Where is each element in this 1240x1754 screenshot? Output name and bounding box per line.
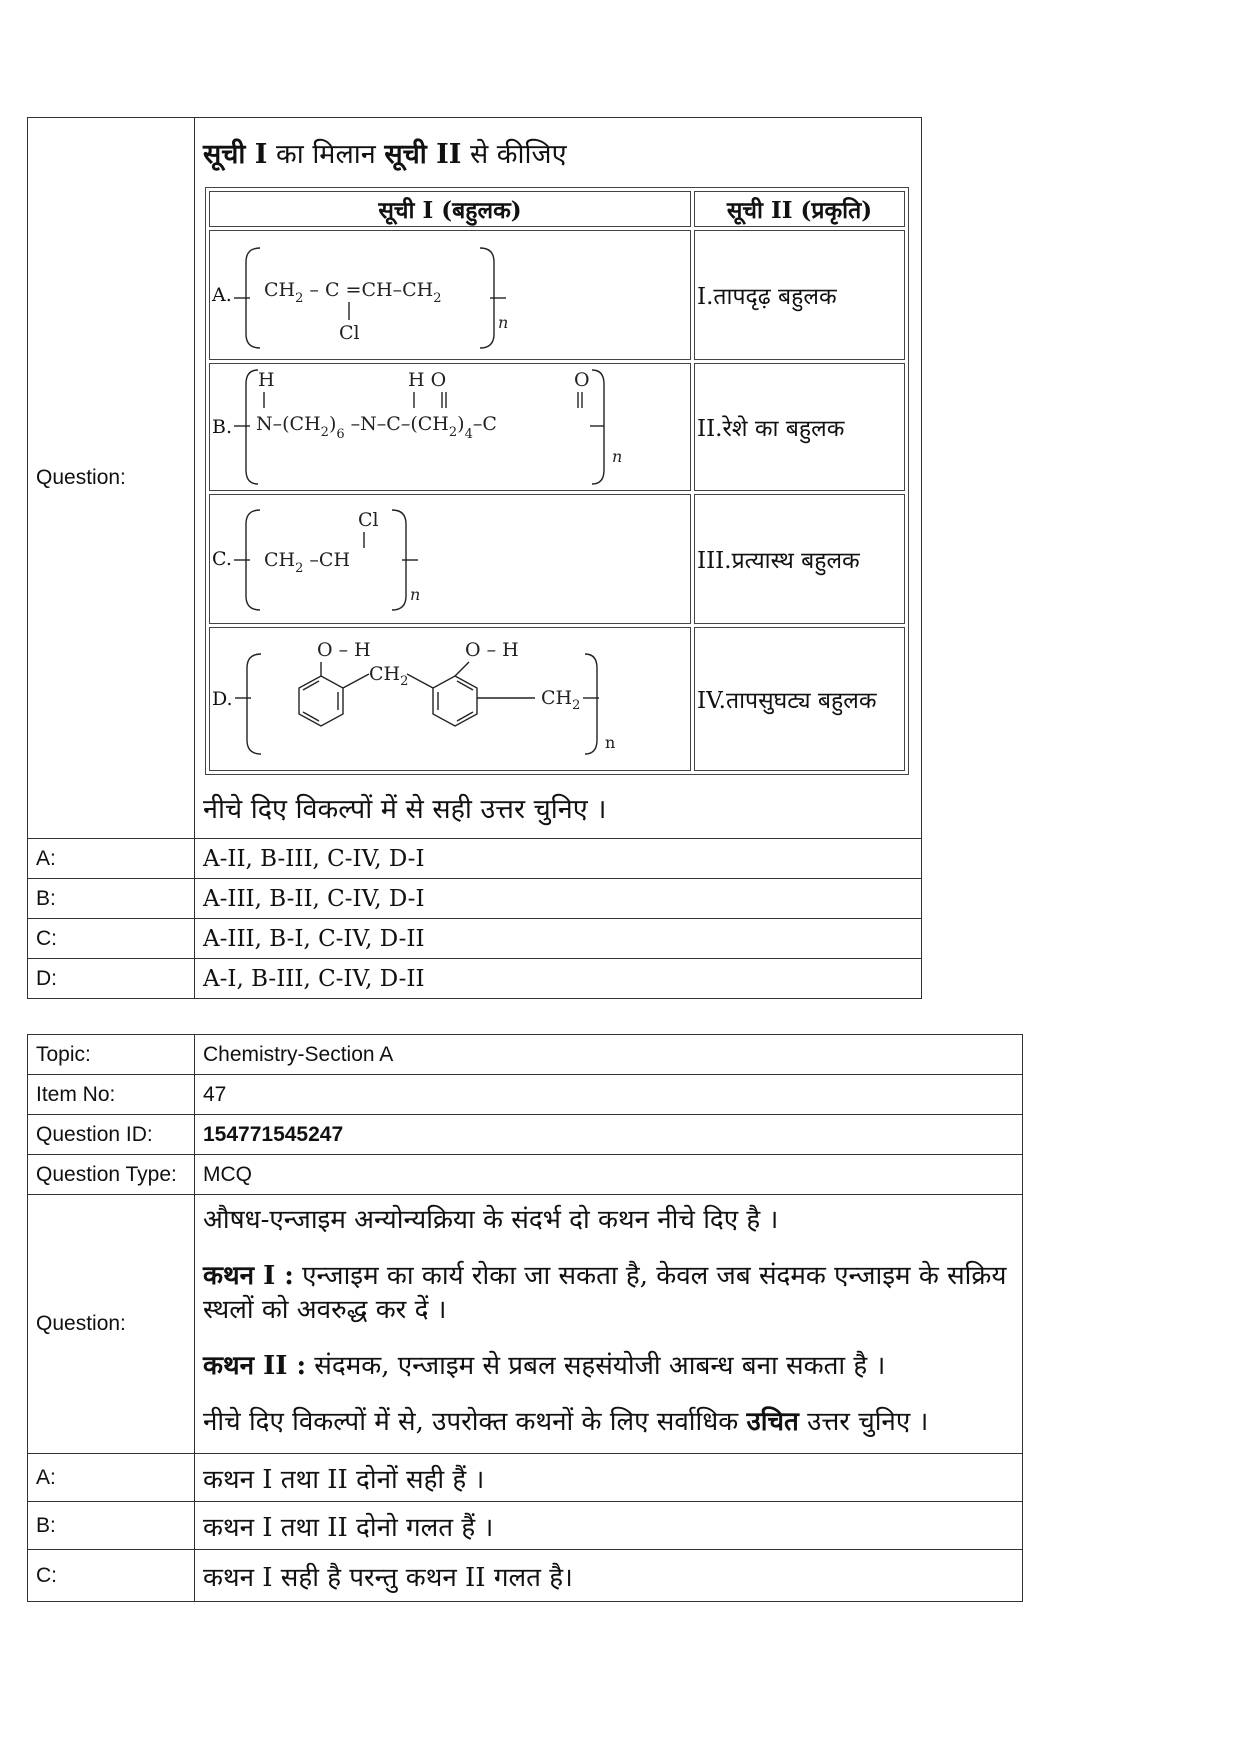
option-a-text: कथन I तथा II दोनों सही हैं । [195,1454,1023,1502]
polymer-a-structure [232,240,532,350]
question-label: Question: [28,1195,195,1454]
svg-text:Cl: Cl [357,509,379,531]
question-1-body [195,118,922,839]
svg-text:CH2: $CH_2$ [368,663,408,689]
svg-text:CH2: $CH_2$ [540,687,580,713]
svg-text:CH2 –CH: $CH_2$ –CH [263,549,350,576]
question-type-value: MCQ [195,1155,1023,1195]
instruction-pre: नीचे दिए विकल्पों में से, उपरोक्त कथनों के लिए सर्वाधिक [203,1407,747,1437]
row-label-c: C. [212,548,232,570]
svg-text:CH2 – C =CH–CH2: $CH_2 - C =CH-CH_2$ [263,279,442,306]
list-2-ref: सूची II [384,139,462,170]
topic-label: Topic: [28,1035,195,1075]
heading-text-end: से कीजिए [461,139,567,170]
statement-1-label: कथन I : [203,1261,294,1291]
question-2-body [195,1195,1023,1454]
question-id-label: Question ID: [28,1115,195,1155]
polymer-cell-a [209,230,691,360]
statement-2-label: कथन II : [203,1351,307,1381]
option-d-text: A-I, B-III, C-IV, D-II [195,959,922,999]
option-label-c: C: [28,919,195,959]
question-1-table [27,117,922,999]
option-label-a: A: [28,839,195,879]
svg-text:O – H: O – H [464,639,519,661]
question-id-value: 154771545247 [195,1115,1023,1155]
option-a-text: A-II, B-III, C-IV, D-I [195,839,922,879]
option-label-c: C: [28,1550,195,1602]
question-type-label: Question Type: [28,1155,195,1195]
polymer-b-structure [232,366,652,488]
item-no-label: Item No: [28,1075,195,1115]
polymer-cell-d [209,627,691,771]
item-no-value: 47 [195,1075,1023,1115]
statement-2-text: संदमक, एन्जाइम से प्रबल सहसंयोजी आबन्ध बना सकता है । [306,1351,886,1381]
option-label-b: B: [28,879,195,919]
answer-instruction [203,1405,1014,1439]
svg-text:O: O [574,369,590,391]
option-c-text: कथन I सही है परन्तु कथन II गलत है। [195,1550,1023,1602]
list-1-ref: सूची I [203,139,268,170]
statement-1 [203,1259,1014,1327]
answer-instruction: नीचे दिए विकल्पों में से सही उत्तर चुनिए । [203,794,607,825]
match-heading [201,126,915,187]
row-label-b: B. [212,416,233,438]
question-label: Question: [28,118,195,839]
option-label-d: D: [28,959,195,999]
svg-text:n: n [409,585,421,604]
row-label-a: A. [212,284,232,306]
option-label-a: A: [28,1454,195,1502]
question-intro: औषध-एन्जाइम अन्योन्यक्रिया के संदर्भ दो कथन नीचे दिए है । [203,1205,779,1235]
statement-2 [203,1349,1014,1383]
statement-1-text: एन्जाइम का कार्य रोका जा सकता है, केवल जब संदमक एन्जाइम के सक्रिय स्थलों को अवरुद्ध कर दें । [203,1261,1007,1325]
polymer-cell-c [209,494,691,624]
property-iii: III.प्रत्यास्थ बहुलक [694,494,905,624]
property-i: I.तापदृढ़ बहुलक [694,230,905,360]
svg-text:H: H [258,369,275,391]
col-header-nature: सूची II (प्रकृति) [694,191,905,227]
option-c-text: A-III, B-I, C-IV, D-II [195,919,922,959]
option-b-text: कथन I तथा II दोनो गलत हैं । [195,1502,1023,1550]
instruction-post: उत्तर चुनिए । [798,1407,929,1437]
row-label-d: D. [212,688,233,710]
polymer-d-structure [233,630,653,768]
svg-text:n: n [497,313,509,332]
svg-text:O – H: O – H [316,639,371,661]
heading-text: का मिलान [267,139,385,170]
option-label-b: B: [28,1502,195,1550]
polymer-c-structure [232,504,432,614]
property-ii: II.रेशे का बहुलक [694,363,905,491]
svg-text:Cl: Cl [338,322,360,344]
question-2-table [27,1034,1023,1602]
svg-text:H O: H O [408,369,447,391]
option-b-text: A-III, B-II, C-IV, D-I [195,879,922,919]
svg-text:n: n [604,733,615,752]
svg-text:n: n [612,447,623,466]
col-header-polymer: सूची I (बहुलक) [209,191,691,227]
property-iv: IV.तापसुघट्य बहुलक [694,627,905,771]
instruction-emphasis: उचित [746,1407,799,1437]
polymer-cell-b [209,363,691,491]
match-table [205,187,909,775]
svg-text:N–(CH2)6 –N–C–(CH2)4–C: $N-(CH_2)_6$ $-N-C-(CH_2)_4-C$ [256,413,497,442]
topic-value: Chemistry-Section A [195,1035,1023,1075]
